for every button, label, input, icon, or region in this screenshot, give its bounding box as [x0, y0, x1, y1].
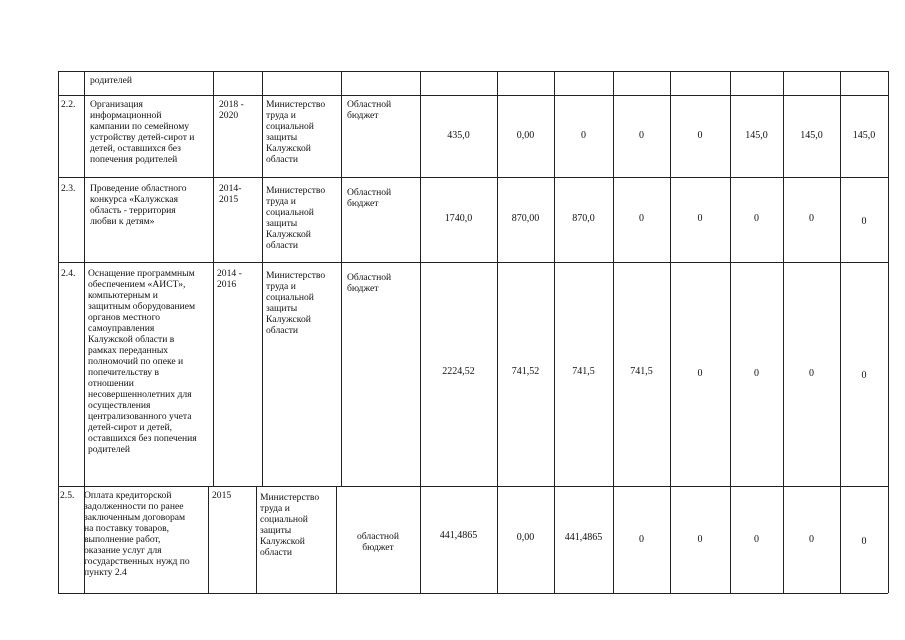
row-3-value-4: 741,5: [630, 366, 653, 377]
row-2-value-6: 0: [754, 213, 759, 224]
row-3-value-3: 741,5: [572, 366, 595, 377]
row-1-value-3: 0: [581, 130, 586, 141]
row-divider: [58, 486, 888, 487]
row-1-source: Областной бюджет: [347, 99, 392, 121]
row-3-value-2: 741,52: [511, 366, 540, 377]
column-divider: [256, 486, 257, 593]
column-divider: [497, 71, 498, 593]
row-1-value-6: 145,0: [745, 130, 768, 141]
row-2-value-7: 0: [809, 213, 814, 224]
row-divider: [58, 262, 888, 263]
row-4-number: 2.5.: [60, 490, 75, 501]
row-3-value-5: 0: [697, 368, 703, 379]
row-2-value-3: 870,0: [572, 213, 595, 224]
row-1-value-7: 145,0: [800, 130, 823, 141]
row-divider: [58, 95, 888, 96]
row-4-value-7: 0: [809, 534, 814, 545]
column-divider: [554, 71, 555, 593]
table-border-top: [58, 71, 888, 72]
column-divider: [730, 71, 731, 593]
row-4-value-6: 0: [754, 534, 759, 545]
row-4-value-5: 0: [697, 534, 703, 545]
row-1-value-8: 145,0: [852, 130, 876, 141]
row-2-source: Областной бюджет: [347, 187, 392, 209]
row-divider: [58, 177, 888, 178]
row-4-years: 2015: [212, 490, 232, 501]
row-4-value-4: 0: [639, 534, 644, 545]
row-2-number: 2.3.: [61, 183, 76, 194]
row-3-years: 2014 - 2016: [217, 268, 242, 290]
column-divider: [840, 71, 841, 593]
row-4-name: Оплата кредиторской задолженности по ранее заключенным договорам на поставку товаров, выполнение работ, оказание услуг для государственных нужд по пункту 2.4: [84, 490, 190, 578]
column-divider: [420, 71, 421, 593]
row-2-executor: Министерство труда и социальной защиты Калужской области: [266, 185, 326, 251]
row-1-value-1: 435,0: [447, 130, 470, 141]
row-4-value-1: 441,4865: [439, 530, 478, 541]
row-1-executor: Министерство труда и социальной защиты Калужской области: [266, 99, 326, 165]
table-border-right: [888, 71, 889, 593]
column-divider: [341, 71, 342, 486]
column-divider: [262, 71, 263, 486]
row-2-value-8: 0: [861, 216, 867, 227]
row-3-name: Оснащение программным обеспечением «АИСТ», компьютерным и защитным оборудованием органов местного самоуправления Калужской области в рамках переданных полномочий по опеке и попечительству в отношении несовершеннолетних для осуществления централизованного учета детей-сирот и детей, оставшихся без попечения родителей: [88, 268, 197, 455]
row-2-years: 2014- 2015: [219, 183, 242, 205]
column-divider: [783, 71, 784, 593]
row-1-years: 2018 - 2020: [219, 99, 244, 121]
column-divider: [213, 71, 214, 486]
column-divider: [58, 71, 59, 593]
row-1-value-2: 0,00: [516, 130, 535, 141]
row-2-value-4: 0: [639, 213, 644, 224]
row-3-number: 2.4.: [61, 268, 76, 279]
row-2-name: Проведение областного конкурса «Калужская область - территория любви к детям»: [90, 183, 187, 227]
row-0-name: родителей: [90, 75, 132, 86]
row-3-value-6: 0: [754, 368, 759, 379]
row-1-value-4: 0: [639, 130, 644, 141]
row-4-executor: Министерство труда и социальной защиты Калужской области: [260, 492, 320, 558]
row-4-value-3: 441,4865: [564, 532, 603, 543]
row-3-value-7: 0: [809, 368, 814, 379]
row-1-name: Организация информационной кампании по семейному устройству детей-сирот и детей, оставшихся без попечения родителей: [90, 99, 195, 165]
row-2-value-1: 1740,0: [444, 213, 473, 224]
row-4-value-8: 0: [861, 536, 867, 547]
row-3-value-1: 2224,52: [442, 366, 475, 377]
row-1-value-5: 0: [697, 130, 703, 141]
row-2-value-2: 870,00: [511, 213, 540, 224]
row-3-executor: Министерство труда и социальной защиты Калужской области: [266, 270, 326, 336]
row-1-number: 2.2.: [61, 99, 76, 110]
row-2-value-5: 0: [697, 213, 703, 224]
row-3-value-8: 0: [861, 370, 867, 381]
column-divider: [670, 71, 671, 593]
column-divider: [208, 486, 209, 593]
row-3-source: Областной бюджет: [347, 272, 392, 294]
row-4-value-2: 0,00: [516, 532, 535, 543]
column-divider: [613, 71, 614, 593]
table-border-bottom: [58, 593, 888, 594]
row-4-source: областной бюджет: [356, 531, 399, 553]
